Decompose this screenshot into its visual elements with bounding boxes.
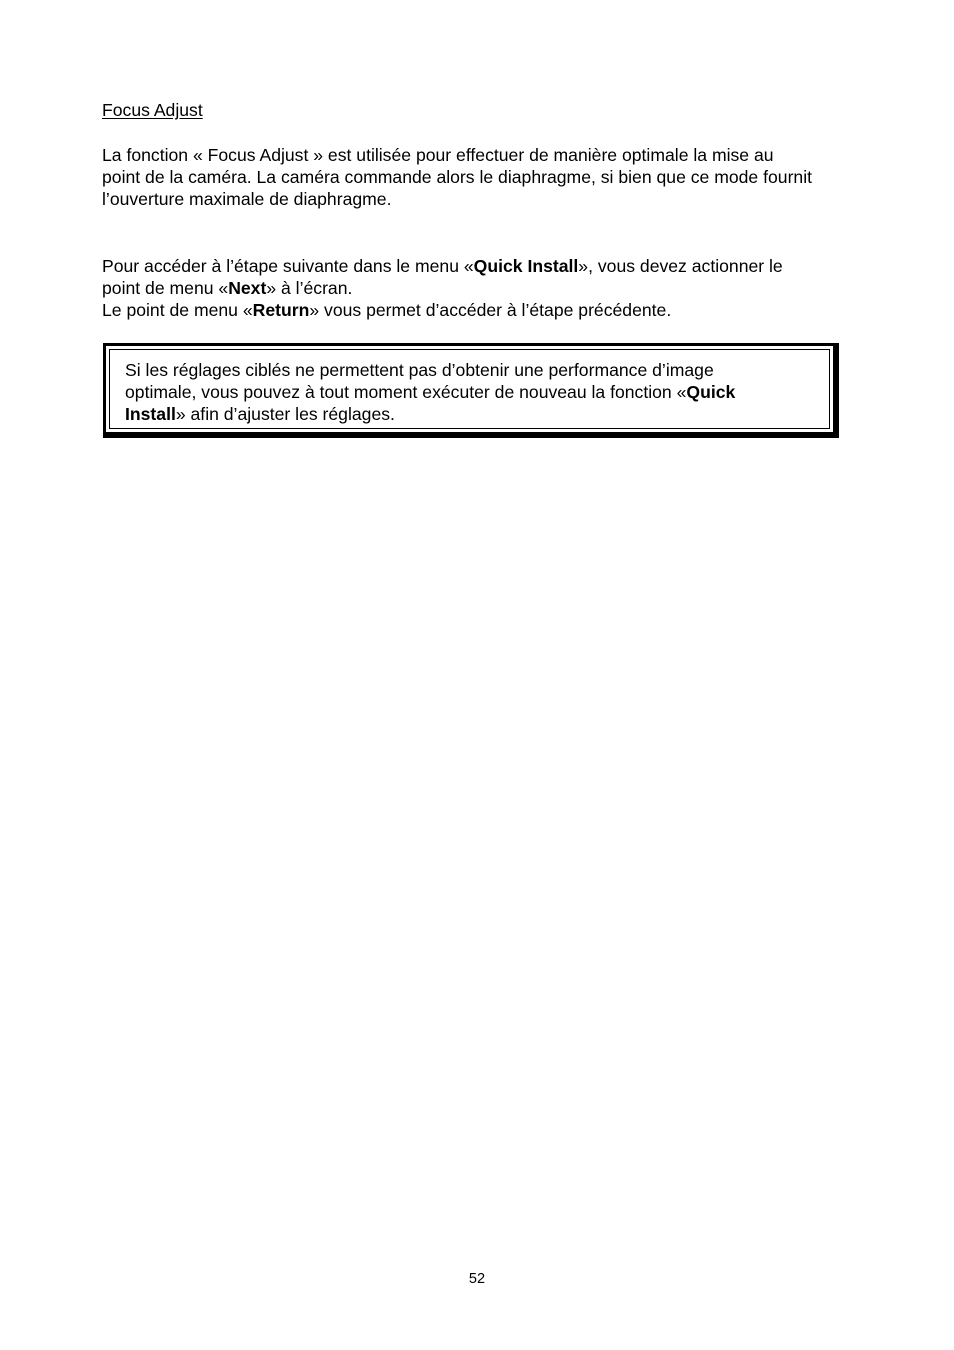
description-line-3: l’ouverture maximale de diaphragme. bbox=[102, 189, 392, 209]
nav-line-2-text: point de menu « bbox=[102, 278, 229, 298]
note-inner-frame bbox=[109, 349, 830, 429]
quick-install-label: Quick Install bbox=[473, 256, 579, 276]
description-line-1: La fonction « Focus Adjust » est utilisée pour effectuer de manière optimale la mise au bbox=[102, 145, 774, 165]
note-install-label: Install bbox=[125, 404, 176, 424]
nav-line-1-text: Pour accéder à l’étape suivante dans le menu « bbox=[102, 256, 474, 276]
focus-adjust-description bbox=[102, 144, 892, 210]
note-line-1: Si les réglages ciblés ne permettent pas d’obtenir une performance d’image bbox=[125, 360, 714, 380]
nav-line-2-text-end: » à l’écran. bbox=[266, 278, 353, 298]
next-label: Next bbox=[228, 278, 267, 298]
nav-line-1-text-end: », vous devez actionner le bbox=[578, 256, 783, 276]
nav-line-3-text: Le point de menu « bbox=[102, 300, 253, 320]
note-quick-label: Quick bbox=[686, 382, 736, 402]
description-line-2: point de la caméra. La caméra commande alors le diaphragme, si bien que ce mode fournit bbox=[102, 167, 813, 187]
nav-line-3-text-end: » vous permet d’accéder à l’étape précédente. bbox=[309, 300, 672, 320]
return-label: Return bbox=[252, 300, 310, 320]
note-text bbox=[125, 359, 825, 425]
note-line-2: optimale, vous pouvez à tout moment exécuter de nouveau la fonction « bbox=[125, 382, 687, 402]
navigation-instructions bbox=[102, 255, 892, 321]
note-box bbox=[103, 343, 839, 438]
note-line-3: » afin d’ajuster les réglages. bbox=[175, 404, 395, 424]
page-number: 52 bbox=[468, 1271, 486, 1287]
section-heading: Focus Adjust bbox=[102, 100, 203, 120]
